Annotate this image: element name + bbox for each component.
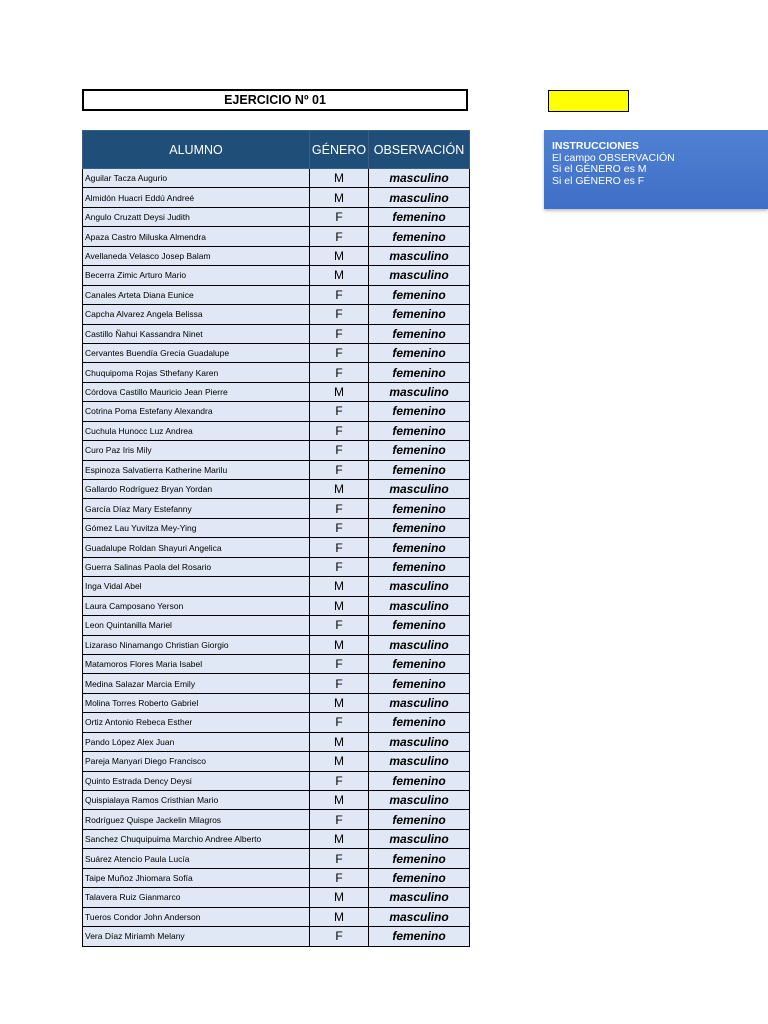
observation-cell[interactable]: masculino <box>369 907 470 926</box>
gender-cell[interactable]: F <box>310 810 369 829</box>
observation-cell[interactable]: masculino <box>369 266 470 285</box>
observation-cell[interactable]: femenino <box>369 868 470 887</box>
student-name-cell[interactable]: Taipe Muñoz Jhiomara Sofía <box>83 868 310 887</box>
observation-cell[interactable]: masculino <box>369 829 470 848</box>
observation-cell[interactable]: masculino <box>369 888 470 907</box>
table-header-row <box>83 131 470 169</box>
student-name-cell[interactable]: Cuchula Hunocc Luz Andrea <box>83 421 310 440</box>
student-name-cell[interactable]: Chuquipoma Rojas Sthefany Karen <box>83 363 310 382</box>
observation-cell[interactable]: femenino <box>369 518 470 537</box>
gender-cell[interactable]: F <box>310 654 369 673</box>
gender-cell[interactable]: F <box>310 227 369 246</box>
student-name-cell[interactable]: Quinto Estrada Dency Deysi <box>83 771 310 790</box>
observation-cell[interactable]: masculino <box>369 693 470 712</box>
observation-cell[interactable]: femenino <box>369 849 470 868</box>
gender-cell[interactable]: F <box>310 363 369 382</box>
student-name-cell[interactable]: Gallardo Rodríguez Bryan Yordan <box>83 480 310 499</box>
table-row <box>83 460 470 479</box>
gender-cell[interactable]: F <box>310 343 369 362</box>
observation-cell[interactable]: femenino <box>369 402 470 421</box>
table-body <box>83 169 470 947</box>
gender-cell[interactable]: M <box>310 752 369 771</box>
observation-cell[interactable]: femenino <box>369 927 470 946</box>
table-row <box>83 188 470 207</box>
gender-cell[interactable]: F <box>310 285 369 304</box>
observation-cell[interactable]: masculino <box>369 635 470 654</box>
table-row <box>83 169 470 188</box>
table-row <box>83 499 470 518</box>
observation-cell[interactable]: femenino <box>369 771 470 790</box>
table-row <box>83 654 470 673</box>
observation-cell[interactable]: masculino <box>369 382 470 401</box>
instructions-box <box>544 130 768 209</box>
gender-cell[interactable]: M <box>310 169 369 188</box>
gender-cell[interactable]: F <box>310 557 369 576</box>
student-name-cell[interactable]: Pando López Alex Juan <box>83 732 310 751</box>
observation-cell[interactable]: femenino <box>369 227 470 246</box>
gender-cell[interactable]: F <box>310 441 369 460</box>
student-name-cell[interactable]: Quispialaya Ramos Cristhian Mario <box>83 791 310 810</box>
observation-cell[interactable]: femenino <box>369 557 470 576</box>
student-name-cell[interactable]: García Díaz Mary Estefanny <box>83 499 310 518</box>
gender-cell[interactable]: M <box>310 246 369 265</box>
observation-cell[interactable]: femenino <box>369 713 470 732</box>
instructions-line-3: Si el GÉNERO es F <box>552 174 645 187</box>
gender-cell[interactable]: F <box>310 771 369 790</box>
gender-cell[interactable]: M <box>310 577 369 596</box>
table-row <box>83 927 470 946</box>
observation-cell[interactable]: femenino <box>369 324 470 343</box>
gender-cell[interactable]: F <box>310 616 369 635</box>
student-name-cell[interactable]: Cervantes Buendía Grecia Guadalupe <box>83 343 310 362</box>
table-row <box>83 207 470 226</box>
observation-cell[interactable]: femenino <box>369 499 470 518</box>
student-name-cell[interactable]: Apaza Castro Miluska Almendra <box>83 227 310 246</box>
student-name-cell[interactable]: Espinoza Salvatierra Katherine Marilu <box>83 460 310 479</box>
observation-cell[interactable]: masculino <box>369 246 470 265</box>
gender-cell[interactable]: F <box>310 460 369 479</box>
student-name-cell[interactable]: Angulo Cruzatt Deysi Judith <box>83 207 310 226</box>
gender-cell[interactable]: M <box>310 266 369 285</box>
gender-cell[interactable]: F <box>310 538 369 557</box>
table-row <box>83 810 470 829</box>
gender-cell[interactable]: M <box>310 382 369 401</box>
table-row <box>83 402 470 421</box>
yellow-input-cell[interactable] <box>548 90 629 112</box>
instructions-text <box>552 140 675 187</box>
table-row <box>83 441 470 460</box>
observation-cell[interactable]: femenino <box>369 305 470 324</box>
table-row <box>83 635 470 654</box>
gender-cell[interactable]: M <box>310 791 369 810</box>
instructions-title: INSTRUCCIONES <box>552 140 639 152</box>
student-name-cell[interactable]: Leon Quintanilla Mariel <box>83 616 310 635</box>
table-row <box>83 382 470 401</box>
table-row <box>83 713 470 732</box>
gender-cell[interactable]: F <box>310 868 369 887</box>
observation-cell[interactable]: masculino <box>369 791 470 810</box>
table-row <box>83 849 470 868</box>
student-name-cell[interactable]: Aguilar Tacza Augurio <box>83 169 310 188</box>
table-row <box>83 791 470 810</box>
table-row <box>83 421 470 440</box>
student-name-cell[interactable]: Avellaneda Velasco Josep Balam <box>83 246 310 265</box>
table-row <box>83 674 470 693</box>
student-name-cell[interactable]: Sanchez Chuquipuima Marchio Andree Alberto <box>83 829 310 848</box>
student-name-cell[interactable]: Guadalupe Roldan Shayuri Angelica <box>83 538 310 557</box>
gender-cell[interactable]: F <box>310 207 369 226</box>
table-row <box>83 907 470 926</box>
table-row <box>83 246 470 265</box>
student-name-cell[interactable]: Curo Paz Iris Mily <box>83 441 310 460</box>
observation-cell[interactable]: masculino <box>369 752 470 771</box>
gender-cell[interactable]: M <box>310 829 369 848</box>
table-row <box>83 557 470 576</box>
gender-cell[interactable]: M <box>310 907 369 926</box>
student-name-cell[interactable]: Pareja Manyari Diego Francisco <box>83 752 310 771</box>
student-name-cell[interactable]: Suárez Atencio Paula Lucía <box>83 849 310 868</box>
table-row <box>83 285 470 304</box>
student-name-cell[interactable]: Gómez Lau Yuvitza Mey-Ying <box>83 518 310 537</box>
observation-cell[interactable]: masculino <box>369 169 470 188</box>
student-name-cell[interactable]: Talavera Ruiz Gianmarco <box>83 888 310 907</box>
student-name-cell[interactable]: Almidón Huacri Eddú Andreé <box>83 188 310 207</box>
table-row <box>83 324 470 343</box>
observation-cell[interactable]: femenino <box>369 343 470 362</box>
table-row <box>83 227 470 246</box>
gender-cell[interactable]: F <box>310 402 369 421</box>
observation-cell[interactable]: femenino <box>369 654 470 673</box>
student-name-cell[interactable]: Capcha Alvarez Angela Belissa <box>83 305 310 324</box>
observation-cell[interactable]: femenino <box>369 616 470 635</box>
student-name-cell[interactable]: Tueros Condor John Anderson <box>83 907 310 926</box>
table-row <box>83 596 470 615</box>
observation-cell[interactable]: femenino <box>369 460 470 479</box>
observation-cell[interactable]: femenino <box>369 674 470 693</box>
table-row <box>83 752 470 771</box>
student-name-cell[interactable]: Medina Salazar Marcia Emily <box>83 674 310 693</box>
gender-cell[interactable]: M <box>310 635 369 654</box>
gender-cell[interactable]: F <box>310 927 369 946</box>
observation-cell[interactable]: femenino <box>369 810 470 829</box>
gender-cell[interactable]: F <box>310 849 369 868</box>
exercise-title: EJERCICIO Nº 01 <box>82 89 468 111</box>
observation-cell[interactable]: masculino <box>369 596 470 615</box>
gender-cell[interactable]: F <box>310 305 369 324</box>
gender-cell[interactable]: F <box>310 674 369 693</box>
observation-cell[interactable]: femenino <box>369 441 470 460</box>
student-name-cell[interactable]: Matamoros Flores Maria Isabel <box>83 654 310 673</box>
table-row <box>83 266 470 285</box>
gender-cell[interactable]: F <box>310 324 369 343</box>
header-genero: GÉNERO <box>310 131 369 169</box>
student-name-cell[interactable]: Rodríguez Quispe Jackelin Milagros <box>83 810 310 829</box>
student-name-cell[interactable]: Córdova Castillo Mauricio Jean Pierre <box>83 382 310 401</box>
student-name-cell[interactable]: Castillo Ñahui Kassandra Ninet <box>83 324 310 343</box>
observation-cell[interactable]: masculino <box>369 188 470 207</box>
table-row <box>83 693 470 712</box>
observation-cell[interactable]: femenino <box>369 538 470 557</box>
observation-cell[interactable]: masculino <box>369 732 470 751</box>
table-row <box>83 577 470 596</box>
table-row <box>83 518 470 537</box>
header-alumno: ALUMNO <box>83 131 310 169</box>
header-observacion: OBSERVACIÓN <box>369 131 470 169</box>
gender-cell[interactable]: M <box>310 596 369 615</box>
table-row <box>83 343 470 362</box>
student-name-cell[interactable]: Guerra Salinas Paola del Rosario <box>83 557 310 576</box>
table-row <box>83 888 470 907</box>
student-name-cell[interactable]: Cotrina Poma Estefany Alexandra <box>83 402 310 421</box>
student-name-cell[interactable]: Becerra Zimic Arturo Mario <box>83 266 310 285</box>
gender-cell[interactable]: M <box>310 732 369 751</box>
observation-cell[interactable]: femenino <box>369 363 470 382</box>
gender-cell[interactable]: M <box>310 693 369 712</box>
gender-cell[interactable]: F <box>310 499 369 518</box>
observation-cell[interactable]: masculino <box>369 577 470 596</box>
gender-cell[interactable]: M <box>310 888 369 907</box>
student-name-cell[interactable]: Molina Torres Roberto Gabriel <box>83 693 310 712</box>
table-row <box>83 480 470 499</box>
table-row <box>83 868 470 887</box>
instructions-line-2: Si el GÉNERO es M <box>552 163 647 175</box>
observation-cell[interactable]: masculino <box>369 480 470 499</box>
student-name-cell[interactable]: Inga Vidal Abel <box>83 577 310 596</box>
table-row <box>83 363 470 382</box>
student-name-cell[interactable]: Ortiz Antonio Rebeca Esther <box>83 713 310 732</box>
table-row <box>83 732 470 751</box>
student-name-cell[interactable]: Vera Díaz Miriamh Melany <box>83 927 310 946</box>
gender-cell[interactable]: M <box>310 188 369 207</box>
gender-cell[interactable]: M <box>310 480 369 499</box>
observation-cell[interactable]: femenino <box>369 207 470 226</box>
table-row <box>83 616 470 635</box>
table-row <box>83 771 470 790</box>
instructions-line-1: El campo OBSERVACIÓN <box>552 151 675 164</box>
student-name-cell[interactable]: Laura Camposano Yerson <box>83 596 310 615</box>
gender-cell[interactable]: F <box>310 713 369 732</box>
table-row <box>83 829 470 848</box>
gender-cell[interactable]: F <box>310 421 369 440</box>
students-table <box>82 130 470 947</box>
table-row <box>83 538 470 557</box>
gender-cell[interactable]: F <box>310 518 369 537</box>
student-name-cell[interactable]: Lizaraso Ninamango Christian Giorgio <box>83 635 310 654</box>
table-row <box>83 305 470 324</box>
observation-cell[interactable]: femenino <box>369 421 470 440</box>
observation-cell[interactable]: femenino <box>369 285 470 304</box>
student-name-cell[interactable]: Canales Arteta Diana Eunice <box>83 285 310 304</box>
